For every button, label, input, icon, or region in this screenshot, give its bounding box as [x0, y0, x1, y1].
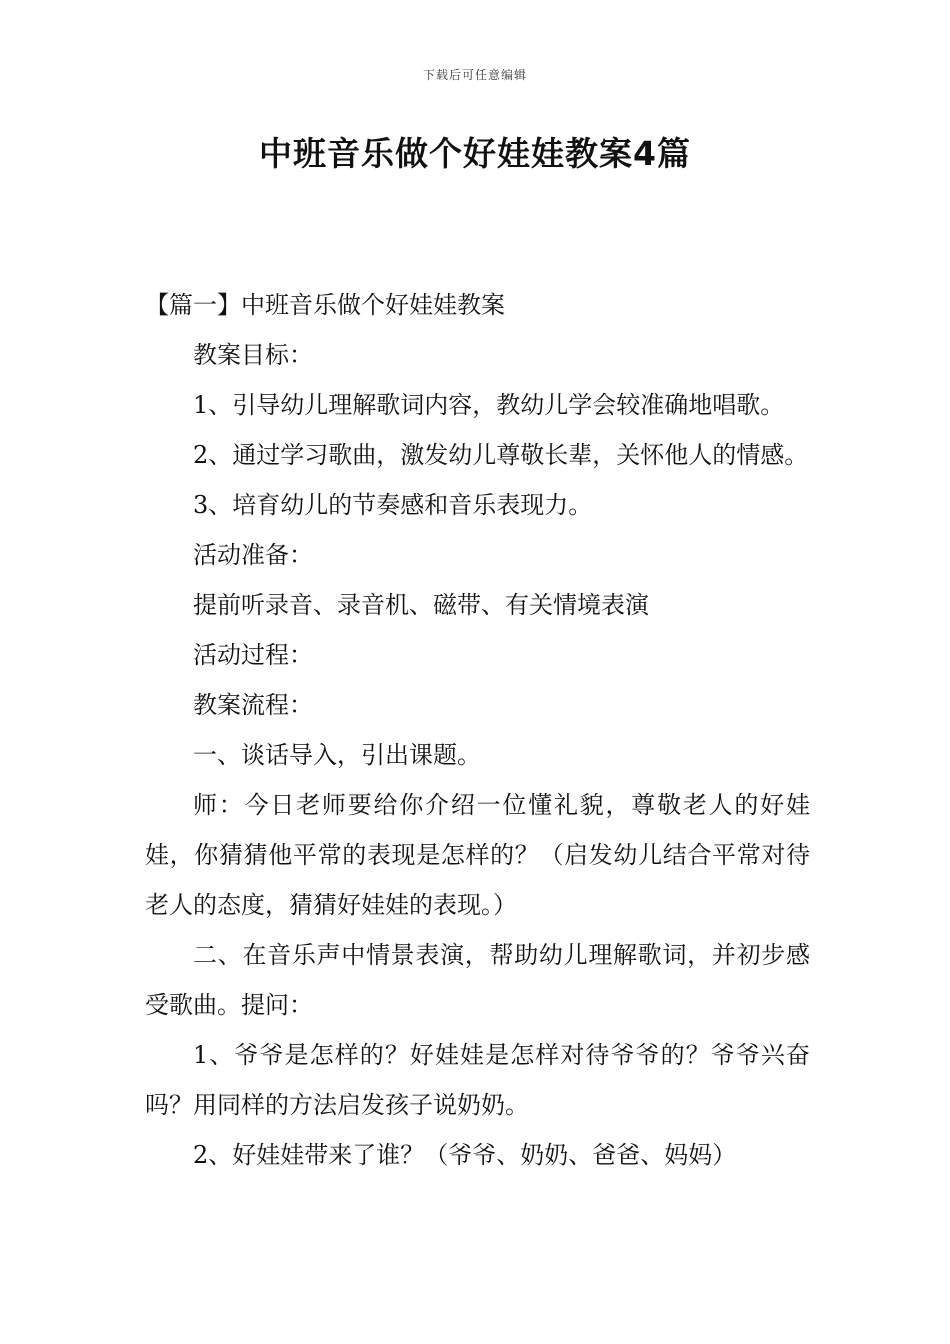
paragraph-step-2: 二、在音乐声中情景表演，帮助幼儿理解歌词，并初步感受歌曲。提问： — [145, 941, 810, 1019]
paragraph-step-1: 一、谈话导入，引出课题。 — [193, 741, 481, 769]
paragraph-goal-1: 1、引导幼儿理解歌词内容，教幼儿学会较准确地唱歌。 — [193, 391, 785, 419]
paragraph-question-1: 1、爷爷是怎样的？好娃娃是怎样对待爷爷的？爷爷兴奋吗？用同样的方法启发孩子说奶奶。 — [145, 1041, 810, 1119]
paragraph-preparation-items: 提前听录音、录音机、磁带、有关情境表演 — [193, 591, 649, 619]
paragraph-question-2: 2、好娃娃带来了谁？（爷爷、奶奶、爸爸、妈妈） — [193, 1141, 737, 1169]
paragraph-goal-3: 3、培育幼儿的节奏感和音乐表现力。 — [193, 491, 593, 519]
section-heading: 【篇一】中班音乐做个好娃娃教案 — [145, 291, 505, 319]
document-body — [145, 280, 810, 1180]
paragraph-flow-label: 教案流程： — [193, 691, 313, 719]
document-title: 中班音乐做个好娃娃教案4篇 — [259, 134, 691, 173]
paragraph-goals-label: 教案目标： — [193, 341, 313, 369]
paragraph-teacher-talk: 师：今日老师要给你介绍一位懂礼貌，尊敬老人的好娃娃，你猜猜他平常的表现是怎样的？（启发幼儿结合平常对待老人的态度，猜猜好娃娃的表现。） — [145, 791, 810, 919]
paragraph-process-label: 活动过程： — [193, 641, 313, 669]
paragraph-preparation-label: 活动准备： — [193, 541, 313, 569]
paragraph-goal-2: 2、通过学习歌曲，激发幼儿尊敬长辈，关怀他人的情感。 — [193, 441, 809, 469]
header-note: 下载后可任意编辑 — [422, 68, 527, 82]
